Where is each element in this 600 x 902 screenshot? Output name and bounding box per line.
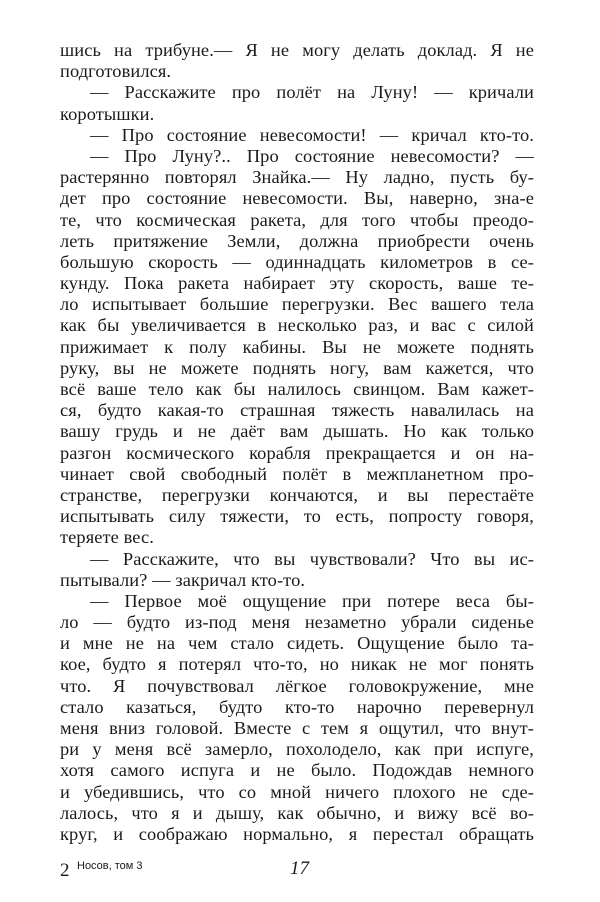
text-line: — Расскажите, что вы чувствовали? Что вы ис- xyxy=(90,548,534,569)
page-body-text xyxy=(60,40,534,845)
text-line: кое, будто я потерял что-то, но никак не мог понять xyxy=(60,654,534,675)
text-line: и мне не на чем стало сидеть. Ощущение было та- xyxy=(60,633,534,654)
text-line: что. Я почувствовал лёгкое головокружение, мне xyxy=(60,675,534,696)
text-line: — Расскажите про полёт на Луну! — кричали xyxy=(90,82,534,103)
text-line: кунду. Пока ракета набирает эту скорость, ваше те- xyxy=(60,273,534,294)
text-line: разгон космического корабля прекращается и он на- xyxy=(60,442,534,463)
text-line: ло — будто из-под меня незаметно убрали сиденье xyxy=(60,612,534,633)
text-line: — Про состояние невесомости! — кричал кто-то. xyxy=(90,124,534,145)
text-line: как бы увеличивается в несколько раз, и вас с силой xyxy=(60,315,534,336)
text-line: шись на трибуне.— Я не могу делать доклад. Я не xyxy=(60,40,534,60)
text-line: хотя самого испуга и не было. Подождав немного xyxy=(60,760,534,781)
text-line: теряете вес. xyxy=(60,527,154,548)
text-line: пытывали? — закричал кто-то. xyxy=(60,569,306,590)
text-line: руку, вы не можете поднять ногу, вам кажется, что xyxy=(60,357,534,378)
text-line: чинает свой свободный полёт в межпланетном про- xyxy=(60,463,534,484)
text-line: прижимает к полу кабины. Вы не можете поднять xyxy=(60,336,534,357)
text-line: подготовился. xyxy=(60,61,172,82)
text-line: — Первое моё ощущение при потере веса бы- xyxy=(90,590,534,611)
text-line: те, что космическая ракета, для того чтобы преодо- xyxy=(60,209,534,230)
text-line: стало казаться, будто кто-то нарочно перевернул xyxy=(60,696,534,717)
text-line: дет про состояние невесомости. Вы, наверно, зна-е xyxy=(60,188,534,209)
text-line: всё ваше тело как бы налилось свинцом. Вам кажет- xyxy=(60,379,534,399)
text-line: большую скорость — одиннадцать километров в се- xyxy=(60,251,534,272)
text-line: ло испытывает большие перегрузки. Вес вашего тела xyxy=(60,294,534,315)
text-line: лалось, что я и дышу, как обычно, и вижу всё во- xyxy=(60,802,534,823)
text-line: круг, и соображаю нормально, я перестал обращать xyxy=(60,823,534,844)
signature-number: 2 xyxy=(60,860,70,881)
text-line: — Про Луну?.. Про состояние невесомости? — xyxy=(90,145,534,166)
text-line: странстве, перегрузки кончаются, и вы перестаёте xyxy=(60,484,534,505)
text-line: коротышки. xyxy=(60,103,155,124)
text-line: вашу грудь и не даёт вам дышать. Но как только xyxy=(60,421,534,442)
page-footer xyxy=(60,858,534,882)
text-line: и убедившись, что со мной ничего плохого не сде- xyxy=(60,781,534,802)
signature-text: Носов, том 3 xyxy=(77,860,143,872)
text-line: меня вниз головой. Вместе с тем я ощутил, что внут- xyxy=(60,718,534,738)
page-number: 17 xyxy=(290,858,309,879)
text-line: леть притяжение Земли, должна приобрести очень xyxy=(60,230,534,251)
text-line: ри у меня всё замерло, похолодело, как при испуге, xyxy=(60,739,534,760)
text-line: растерянно повторял Знайка.— Ну ладно, пусть бу- xyxy=(60,167,534,188)
text-line: испытывать силу тяжести, то есть, попросту говоря, xyxy=(60,506,534,527)
text-line: ся, будто какая-то страшная тяжесть навалилась на xyxy=(60,400,534,421)
